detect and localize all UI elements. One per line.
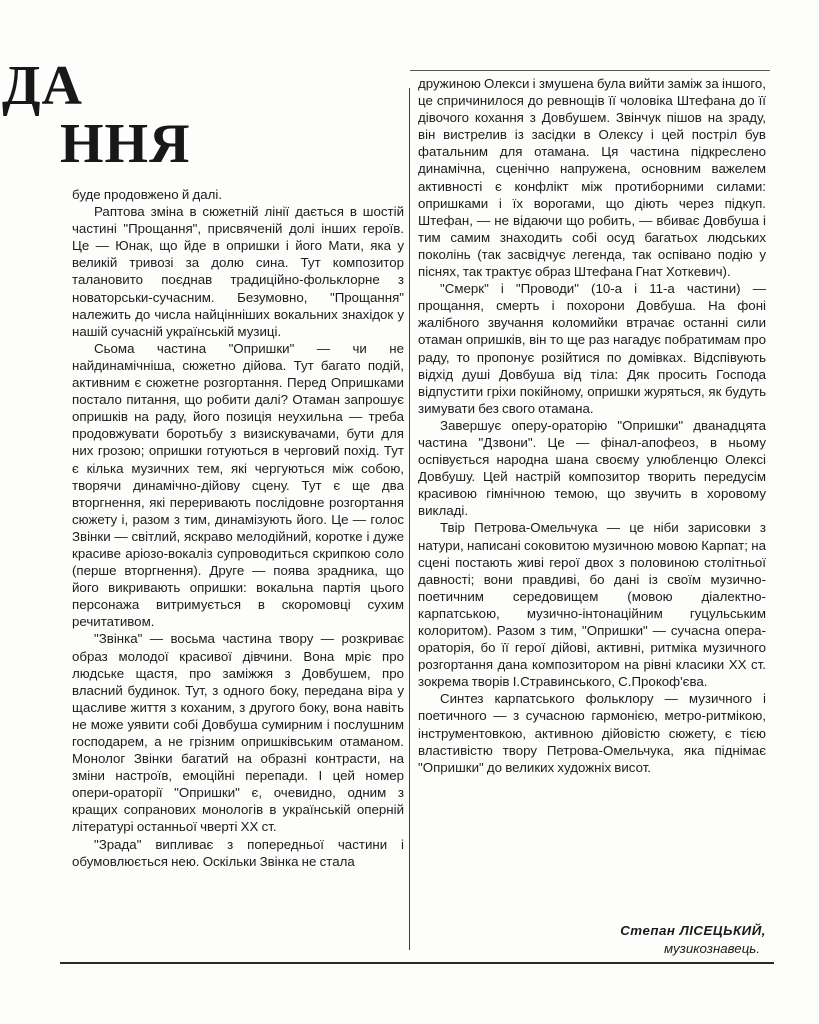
- paragraph: Сьома частина "Опришки" — чи не найдинамічніша, сюжетно дійова. Тут багато подій, активним є сюжетне розгортання. Перед Опришками постало питання, що робити далі? Отаман запрошує опришків на раду, його позиція неухильна — треба продовжувати боротьбу з визискувачами, бути для них грозою; опришки готуються в черговий похід. Тут є кілька музичних тем, які чергуються між собою, творячи динамічно-дійову сцену. Тут є ще два вторгнення, які переривають послідовне розгортання сюжету і, разом з тим, динамізують його. Це — голос Звінки — світлий, яскраво мелодійний, коротке і дуже красиве аріозо-вокаліз супроводиться скрипкою соло (перше вторгнення). Друге — поява зрадника, що його викривають опришки: вокальна партія цього персонажа витримується в скоромовці сухим речитативом.: [72, 340, 404, 630]
- headline-line-2: ННЯ: [60, 113, 191, 175]
- author-signature: [418, 922, 766, 958]
- author-name: Степан ЛІСЕЦЬКИЙ,: [620, 923, 766, 938]
- article-column-left: [72, 186, 404, 870]
- paragraph: Раптова зміна в сюжетній лінії дається в шостій частині "Прощання", присвяченій долі інших героїв. Це — Юнак, що йде в опришки і його Мати, яка у великій тривозі за долю сина. Тут композитор талановито поєднав традиційно-фольклорне з новаторськи-сучасним. Безумовно, "Прощання" належить до числа найцінніших вокальних знахідок у нашій сучасній українській музиці.: [72, 204, 404, 339]
- paragraph: Твір Петрова-Омельчука — це ніби зарисовки з натури, написані соковитою музичною мовою Карпат; на сцені постають живі герої двох з половиною столітньої давності; вони правдиві, бо дані із своїм музично-поетичним середовищем (мовою діалектно-карпатською, музично-інтонаційним гуцульським колоритом). Разом з тим, "Опришки" — сучасна опера-ораторія, бо її герої дійові, активні, ритміка музичного розгортання дана композитором на рівні класики XX ст. зокрема творів І.Стравинського, С.Прокоф'єва.: [418, 520, 766, 690]
- author-role: музикознавець.: [664, 941, 760, 956]
- top-rule: [410, 70, 770, 71]
- paragraph: Завершує оперу-ораторію "Опришки" дванадцята частина "Дзвони". Це — фінал-апофеоз, в ньому оспівується народна шана своєму улюбленцю Олексі Довбушу. Цей настрій композитор творить передусім красивою гімнічною темою, що звучить в хоровому викладі.: [418, 417, 766, 519]
- headline-line-1: ДА: [2, 55, 83, 117]
- paragraph: "Смерк" і "Проводи" (10-а і 11-а частини) — прощання, смерть і похорони Довбуша. На фоні жалібного звучання коломийки втрачає останні сили отаман опришків, він то ще раз нагадує побратимам про раду, то пропонує розійтися по домівках. Відспівують відхід душі Довбуша від тіла: Дяк просить Господа відпустити гріхи покійному, опришки журяться, як будуть зимувати без свого отамана.: [418, 281, 766, 416]
- article-column-right: [418, 75, 766, 776]
- paragraph: дружиною Олекси і змушена була вийти заміж за іншого, це спричинилося до ревнощів її чоловіка Штефана до її дівочого кохання з Довбушем. Звінчук пішов на зраду, він вистрелив із засідки в Олексу і цей постріл був фатальним для отамана. Ця частина підкреслено динамічна, сценічно напружена, основним важелем активності є конфлікт між протиборними силами: опришками і їх ворогами, що діють через підкуп. Штефан, — не відаючи що робить, — вбиває Довбуша і тим самим знаходить собі осуд багатьох людських поколінь (так засвідчує легенда, так оспівано подію у піснях, так трактує образ Штефана Гнат Хоткевич).: [418, 76, 766, 280]
- paragraph: Синтез карпатського фольклору — музичного і поетичного — з сучасною гармонією, метро-ритмікою, інструментовкою, активною дійовістю сюжету, є тією властивістю твору Петрова-Омельчука, яка піднімає "Опришки" до великих художніх висот.: [418, 691, 766, 775]
- paragraph: "Звінка" — восьма частина твору — розкриває образ молодої красивої дівчини. Вона мріє про людське щастя, про заміжжя з Довбушем, про власний будинок. Тут, з одного боку, передана віра у щасливе життя з коханим, з другого боку, вона навіть не може уявити собі Довбуша сумирним і послушним господарем, а не грізним опришківським отаманом. Монолог Звінки багатий на образні контрасти, на зміни настроїв, емоційні перепади. І цей номер опери-ораторії "Опришки" є, очевидно, одним з кращих сопранових монологів в українській оперній літературі останньої чверті XX ст.: [72, 631, 404, 835]
- paragraph: "Зрада" випливає з попередньої частини і обумовлюється нею. Оскільки Звінка не стала: [72, 836, 404, 869]
- bottom-rule: [60, 962, 774, 964]
- column-divider: [409, 88, 410, 950]
- paragraph: буде продовжено й далі.: [72, 187, 223, 202]
